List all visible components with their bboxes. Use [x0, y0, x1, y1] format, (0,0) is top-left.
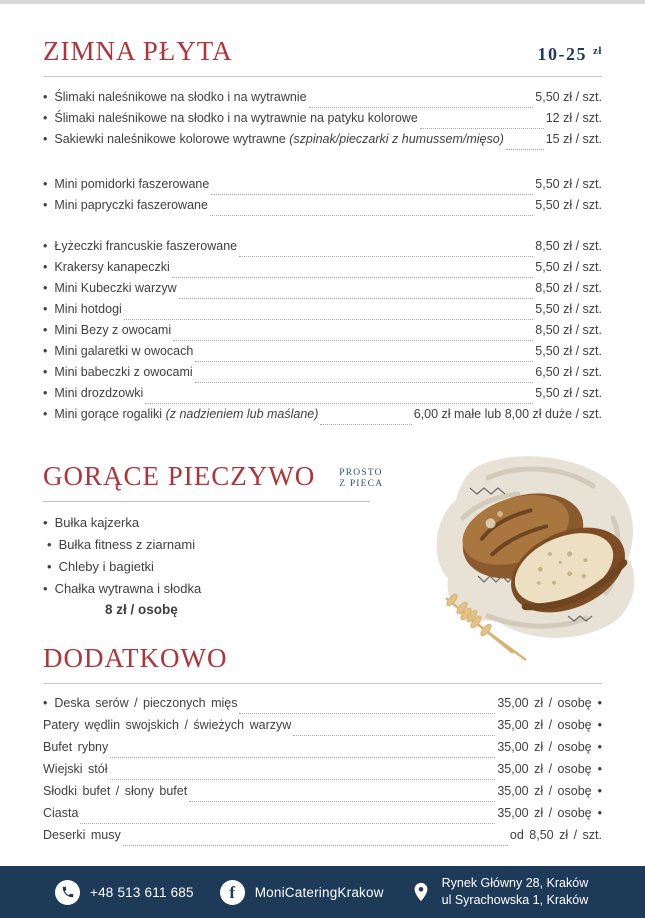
- bullet: •: [43, 90, 48, 104]
- dot-leader: [110, 741, 495, 758]
- bullet: •: [43, 239, 48, 253]
- item-name: Bufet rybny: [43, 740, 109, 754]
- item-price: 8,50 zł / szt.: [535, 323, 602, 337]
- menu-item-row: [43, 383, 602, 404]
- item-price: 35,00 zł / osobę: [497, 762, 592, 776]
- item-price: 5,50 zł / szt.: [535, 198, 602, 212]
- dot-leader: [124, 303, 534, 320]
- item-name: Ślimaki naleśnikowe na słodko i na wytrawnie na patyku kolorowe: [54, 111, 418, 125]
- menu-item-row: [43, 802, 602, 824]
- menu-item-row: [43, 404, 602, 425]
- menu-group: [43, 236, 602, 425]
- zimna-plyta-groups: [43, 87, 602, 425]
- dot-leader: [145, 387, 533, 404]
- dot-leader: [239, 240, 533, 257]
- dot-leader: [179, 282, 534, 299]
- dot-leader: [506, 133, 544, 150]
- bullet: •: [43, 111, 48, 125]
- item-price: od 8,50 zł / szt.: [509, 828, 602, 842]
- menu-item-row: [43, 195, 602, 216]
- item-price: 8,50 zł / szt.: [535, 281, 602, 295]
- address-line-2: ul Syrachowska 1, Kraków: [441, 893, 589, 907]
- item-name: Mini pomidorki faszerowane: [54, 177, 210, 191]
- bullet: •: [43, 132, 48, 146]
- menu-item-row: [43, 736, 602, 758]
- item-name: Mini babeczki z owocami: [54, 365, 193, 379]
- section-rule: [43, 683, 602, 684]
- menu-item-row: [43, 87, 602, 108]
- address-contact: [410, 875, 589, 909]
- address-line-1: Rynek Główny 28, Kraków: [441, 876, 589, 890]
- menu-item-row: [43, 714, 602, 736]
- address-text: [442, 875, 589, 909]
- bullet: •: [43, 302, 48, 316]
- dot-leader: [173, 324, 533, 341]
- item-name: Słodki bufet / słony bufet: [43, 784, 188, 798]
- menu-item-row: [43, 320, 602, 341]
- item-name: Sakiewki naleśnikowe kolorowe wytrawne (szpinak/pieczarki z humussem/mięso): [54, 132, 504, 146]
- dot-leader: [123, 829, 508, 846]
- bread-list-item: [43, 512, 602, 534]
- item-name: Bułka fitness z ziarnami: [58, 537, 196, 552]
- bullet: •: [43, 260, 48, 274]
- item-price: 5,50 zł / szt.: [535, 302, 602, 316]
- item-name: Deska serów / pieczonych mięs: [54, 696, 238, 710]
- item-name: Mini galaretki w owocach: [54, 344, 194, 358]
- bullet: •: [43, 344, 48, 358]
- dot-leader: [239, 697, 495, 714]
- dot-leader: [195, 366, 534, 383]
- item-name: Patery wędlin swojskich / świeżych warzyw: [43, 718, 292, 732]
- dot-leader: [195, 345, 533, 362]
- bread-list-item: [43, 534, 602, 556]
- dodatkowo-list: [43, 692, 602, 846]
- item-price: 35,00 zł / osobę: [497, 718, 592, 732]
- facebook-handle: MoniCateringKrakow: [254, 884, 384, 900]
- location-pin-icon: [410, 879, 432, 905]
- menu-group: [43, 87, 602, 150]
- menu-item-row: [43, 236, 602, 257]
- bullet: •: [43, 281, 48, 295]
- bullet: •: [43, 177, 48, 191]
- phone-icon: [55, 880, 80, 905]
- bullet: •: [43, 198, 48, 212]
- item-price: 5,50 zł / szt.: [535, 260, 602, 274]
- item-name: Mini papryczki faszerowane: [54, 198, 208, 212]
- dot-leader: [320, 408, 411, 425]
- bullet: •: [47, 559, 52, 574]
- menu-group: [43, 174, 602, 216]
- item-price: 5,50 zł / szt.: [535, 177, 602, 191]
- gorace-pieczywo-price: 8 zł / osobę: [105, 602, 178, 617]
- dot-leader: [80, 807, 495, 824]
- section-subtitle: PROSTO Z PIECA: [339, 468, 384, 489]
- item-price: 12 zł / szt.: [545, 111, 602, 125]
- item-price: 15 zł / szt.: [545, 132, 602, 146]
- trailing-bullet: •: [597, 784, 602, 798]
- item-price: 6,00 zł małe lub 8,00 zł duże / szt.: [413, 407, 602, 421]
- bullet: •: [43, 323, 48, 337]
- dot-leader: [210, 199, 533, 216]
- item-price: 5,50 zł / szt.: [535, 344, 602, 358]
- top-divider: [0, 0, 645, 4]
- item-name: Bułka kajzerka: [54, 515, 140, 530]
- item-name: Mini Kubeczki warzyw: [54, 281, 177, 295]
- bread-list-item: [43, 556, 602, 578]
- bullet: •: [43, 581, 48, 596]
- menu-item-row: [43, 108, 602, 129]
- item-price: 35,00 zł / osobę: [497, 740, 592, 754]
- trailing-bullet: •: [597, 718, 602, 732]
- facebook-contact: [220, 880, 384, 905]
- bullet: •: [47, 537, 52, 552]
- item-price: 5,50 zł / szt.: [535, 90, 602, 104]
- facebook-icon: f: [220, 880, 245, 905]
- menu-item-row: [43, 299, 602, 320]
- bullet: •: [43, 386, 48, 400]
- bullet: •: [43, 407, 48, 421]
- item-name: Chałka wytrawna i słodka: [54, 581, 202, 596]
- item-price: 35,00 zł / osobę: [497, 696, 592, 710]
- menu-item-row: [43, 758, 602, 780]
- item-price: 6,50 zł / szt.: [535, 365, 602, 379]
- item-name: Mini drozdzowki: [54, 386, 144, 400]
- gorace-pieczywo-list: [43, 512, 602, 600]
- contact-footer: [0, 866, 645, 918]
- section-title-gorace-pieczywo: GORĄCE PIECZYWO: [43, 461, 316, 491]
- dot-leader: [309, 91, 534, 108]
- trailing-bullet: •: [597, 740, 602, 754]
- item-name: Mini hotdogi: [54, 302, 122, 316]
- item-name: Deserki musy: [43, 828, 121, 842]
- section-header-dodatkowo: [43, 643, 602, 674]
- item-price: 35,00 zł / osobę: [497, 784, 592, 798]
- section-rule: [43, 76, 602, 77]
- item-price: 35,00 zł / osobę: [497, 806, 592, 820]
- bullet: •: [43, 696, 48, 710]
- price-range-badge: [538, 44, 602, 67]
- phone-contact: [55, 880, 194, 905]
- menu-item-row: [43, 341, 602, 362]
- menu-item-row: [43, 824, 602, 846]
- item-name: Chleby i bagietki: [58, 559, 154, 574]
- bullet: •: [43, 365, 48, 379]
- bread-list-item: [43, 578, 602, 600]
- price-range-unit: zł: [593, 45, 602, 57]
- trailing-bullet: •: [597, 762, 602, 776]
- item-name: Łyżeczki francuskie faszerowane: [54, 239, 238, 253]
- bullet: •: [43, 515, 48, 530]
- dot-leader: [211, 178, 533, 195]
- menu-item-row: [43, 174, 602, 195]
- section-title-zimna-plyta: ZIMNA PŁYTA: [43, 36, 233, 66]
- item-price: 8,50 zł / szt.: [535, 239, 602, 253]
- menu-item-row: [43, 278, 602, 299]
- menu-item-row: [43, 362, 602, 383]
- menu-item-row: [43, 257, 602, 278]
- trailing-bullet: •: [597, 806, 602, 820]
- menu-item-row: [43, 129, 602, 150]
- dot-leader: [420, 112, 544, 129]
- section-header-gorace-pieczywo: [43, 461, 602, 492]
- trailing-bullet: •: [597, 696, 602, 710]
- item-note: (szpinak/pieczarki z humussem/mięso): [289, 132, 504, 146]
- menu-item-row: [43, 780, 602, 802]
- phone-number: +48 513 611 685: [90, 884, 194, 900]
- dot-leader: [110, 763, 496, 780]
- item-name: Ślimaki naleśnikowe na słodko i na wytrawnie: [54, 90, 307, 104]
- section-header-zimna-plyta: [43, 36, 602, 67]
- item-name: Mini Bezy z owocami: [54, 323, 172, 337]
- dot-leader: [293, 719, 495, 736]
- menu-item-row: [43, 692, 602, 714]
- item-name: Mini gorące rogaliki (z nadzieniem lub maślane): [54, 407, 319, 421]
- item-price: 5,50 zł / szt.: [535, 386, 602, 400]
- item-name: Wiejski stół: [43, 762, 108, 776]
- item-name: Krakersy kanapeczki: [54, 260, 170, 274]
- dot-leader: [172, 261, 534, 278]
- price-range-value: 10-25: [537, 44, 588, 64]
- dot-leader: [189, 785, 495, 802]
- section-title-dodatkowo: DODATKOWO: [43, 643, 228, 673]
- item-name: Ciasta: [43, 806, 79, 820]
- section-rule: [43, 501, 370, 502]
- item-note: (z nadzieniem lub maślane): [165, 407, 319, 421]
